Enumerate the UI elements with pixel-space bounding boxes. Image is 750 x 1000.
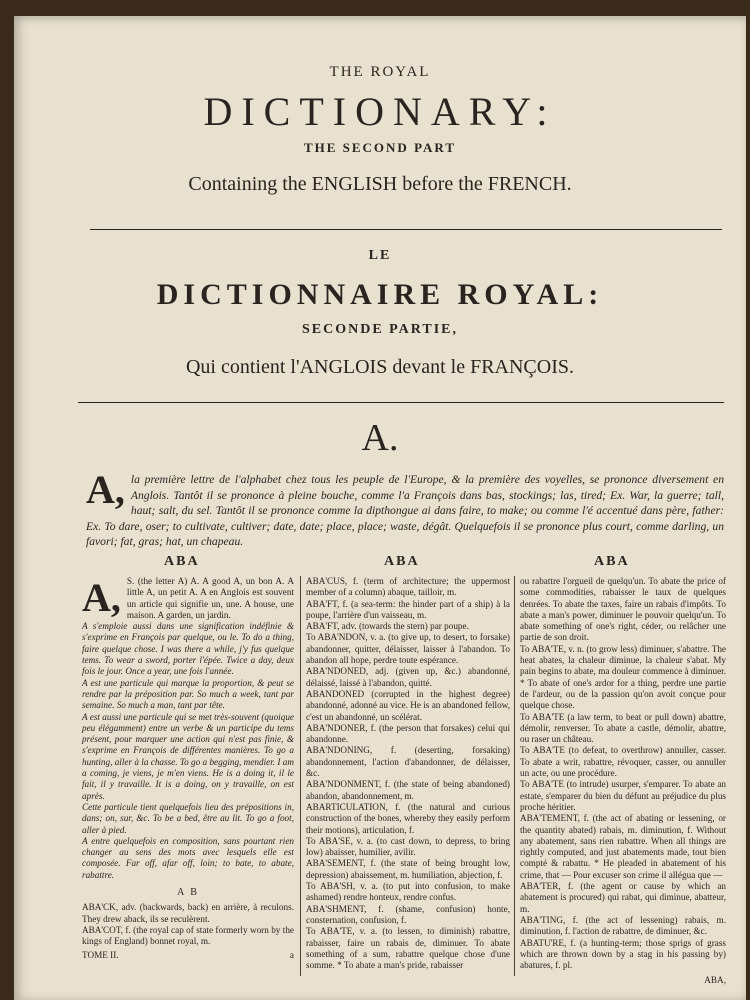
entry: To ABA'TE, v. a. (to lessen, to diminish) rabattre, rabaisser, faire un rabais de, diminuer. To abate something of a sum, rabattre quelque chose d'une somme. * To abate a man's pride, rabaisser xyxy=(306,926,510,971)
entry-paragraph: A est une particule qui marque la proportion, & peut se rendre par la préposition par. So much a week, tant par semaine. So much a man, tant par tête. xyxy=(82,677,294,711)
entry: To ABA'TE (to defeat, to overthrow) annuller, casser. To abate a writ, rabattre, révoquer, casser, ou annuller un acte, ou une procédure. xyxy=(520,745,726,779)
tome-footer: TOME II. xyxy=(82,949,119,960)
column-divider-2 xyxy=(514,576,515,976)
entry: ABATU'RE, f. (a hunting-term; those sprigs of grass which are thrown down by a stag in his passing by) abatures, f. pl. xyxy=(520,937,726,971)
intro-text: la première lettre de l'alphabet chez tous les peuple de l'Europe, & la première des voyelles, se prononce diversement en Anglois. Tantôt il se prononce à pleine bouche, comme l'a François dans bas, stockings; las, tired; Ex. War, la guerre; tall, haut; salt, du sel. Tantôt il se prononce comme la dipthongue ai dans faire, to make; ou comme l'é accentué dans père, father: Ex. To dare, oser; to cultivate, cultiver; date, date; place, place; waste, dégât. Quelquefois il se prononce plus court, comme darling, un favori; fat, gras; hat, un chapeau. xyxy=(86,473,724,549)
entry: To ABA'SE, v. a. (to cast down, to depress, to bring low) abaisser, humilier, avilir. xyxy=(306,835,510,858)
entry: ou rabattre l'orgueil de quelqu'un. To abate the price of some commodities, rabaisser le taux de quelques denrées. To abate the taxes, faire un rabais d'impôts. To abate a man's power, diminuer le pouvoir quelqu'un. To abate something of one's right, céder, ou relâcher une partie de son droit. xyxy=(520,576,726,643)
entry: ABA'SEMENT, f. (the state of being brought low, depression) abaissement, m. humiliation, abjection, f. xyxy=(306,858,510,880)
entry: To ABA'NDON, v. a. (to give up, to desert, to forsake) abandonner, quitter, délaisser, laisser à l'abandon. To abandon all hope, perdre toute espérance. xyxy=(306,632,510,666)
entry: ABA'NDONMENT, f. (the state of being abandoned) abandon, abandonnement, m. xyxy=(306,779,510,801)
dictionary-page xyxy=(14,16,746,1000)
column-3 xyxy=(520,576,726,987)
french-title-part: SECONDE PARTIE, xyxy=(301,322,459,337)
entry: ABA'TER, f. (the agent or cause by which an abatement is procured) qui rabat, qui diminue, abatteur, m. xyxy=(520,881,726,914)
title-part: THE SECOND PART xyxy=(303,140,457,155)
entry: ABA'NDONING, f. (deserting, forsaking) abandonnement, l'action d'abandonner, de délaisser, &c. xyxy=(306,745,510,779)
entry: ABANDONED (corrupted in the highest degree) abandonné, adonné au vice. He is an abandoned fellow, c'est un abandonné, un scélérat. xyxy=(306,688,510,722)
entry: ABA'SHMENT, f. (shame, confusion) honte, consternation, confusion, f. xyxy=(306,903,510,925)
french-title-rule xyxy=(78,402,724,403)
intro-paragraph xyxy=(86,467,724,550)
column-2 xyxy=(306,576,510,971)
title-main: DICTIONARY: xyxy=(203,89,557,134)
entry: ABARTICULATION, f. (the natural and curious construction of the bones, whereby they easily perform their motions), articulation, f. xyxy=(306,801,510,835)
entry: ABA'TING, f. (the act of lessening) rabais, m. diminution, f. l'action de rabattre, de diminuer, &c. xyxy=(520,914,726,937)
entry-paragraph: S. (the letter A) A. A good A, un bon A. A little A, un petit A. A en Anglois est souvent un article qui signifie un, une. A house, une maison. A garden, un jardin. xyxy=(126,576,294,620)
entry: ABA'FT, adv. (towards the stern) par poupe. xyxy=(306,621,469,632)
entry: To ABA'SH, v. a. (to put into confusion, to make ashamed) rendre honteux, rendre confus. xyxy=(306,881,510,903)
title-rule xyxy=(90,229,722,230)
signature-mark: a xyxy=(289,949,294,960)
entry: To ABA'TE (to intrude) usurper, s'emparer. To abate an estate, s'emparer du bien du défunt au préjudice du plus proche héritier. xyxy=(520,779,726,812)
intro-big-letter: A, xyxy=(86,467,125,512)
column-1-subhead: A B xyxy=(177,887,199,899)
entry: ABA'NDONER, f. (the person that forsakes) celui qui abandonne. xyxy=(306,722,510,745)
french-title-main: DICTIONNAIRE ROYAL: xyxy=(156,278,604,311)
entry: To ABA'TE, v. n. (to grow less) diminuer, s'abattre. The heat abates, la chaleur diminue, la chaleur s'abat. My pain begins to abate, ma douleur commence à diminuer. * To abate of one's ardor for a thing, perdre une partie de l'ardeur, ou de la passion qu'on avoit conçue pour quelque chose. xyxy=(520,643,726,711)
column-1 xyxy=(82,576,294,961)
entry: ABA'TEMENT, f. (the act of abating or lessening, or the quantity abated) rabais, m. diminution, f. Without any abatement, sans rien rabattre. When all things are rightly computed, and just abatements made, tout bien compté & rabattu. * He pleaded in abatement of his crime, that — Pour excuser son crime il allégua que — xyxy=(520,813,726,880)
entry: To ABA'TE (a law term, to beat or pull down) abattre, démolir, renverser. To abate a castle, démolir, abattre, ou raser un château. xyxy=(520,711,726,745)
entry: ABA'COT, f. (the royal cap of state formerly worn by the kings of England) bonnet royal, m. xyxy=(82,924,294,947)
column-1-big-letter: A, xyxy=(82,575,121,620)
entry: ABA'FT, f. (a sea-term: the hinder part of a ship) à la poupe, l'arrière d'un vaisseau, m. xyxy=(306,598,510,620)
column-1-head: ABA xyxy=(164,554,200,569)
entry-paragraph: Cette particule tient quelquefois lieu des prépositions in, dans; on, sur, &c. To be a bed, être au lit. To go a foot, aller à pied. xyxy=(82,801,294,835)
section-letter: A. xyxy=(361,417,399,459)
title-subtitle: Containing the ENGLISH before the FRENCH. xyxy=(188,173,572,195)
column-2-head: ABA xyxy=(384,554,420,569)
column-3-head: ABA xyxy=(594,554,630,569)
catchword: ABA, xyxy=(704,975,726,986)
entry-paragraph: A est aussi une particule qui se met très-souvent (quoique peu élégamment) entre un verbe & un participe du tems présent, pour marquer une action qui n'est pas finie, & s'exprime en François de différentes manières. To go a hunting, aller à la chasse. To go a begging, mendier. I am a coming, je viens, je m'en viens. He is a doing it, il le fait, il y travaille. It is a doing, on y travaille, on est après. xyxy=(82,711,294,801)
entry: ABA'CK, adv. (backwards, back) en arrière, à reculons. They drew aback, ils se reculèrent. xyxy=(82,902,294,924)
column-divider-1 xyxy=(300,576,301,976)
entry-paragraph: A entre quelquefois en composition, sans pourtant rien changer au sens des mots avec lesquels elle est composée. Far off, afar off, loin; to bate, to abate, rabattre. xyxy=(82,835,294,880)
entry: ABA'CUS, f. (term of architecture; the uppermost member of a column) abaque, tailloir, m. xyxy=(306,576,510,598)
title-royal: THE ROYAL xyxy=(329,64,431,80)
french-title-le: LE xyxy=(368,248,392,263)
french-title-subtitle: Qui contient l'ANGLOIS devant le FRANÇOIS. xyxy=(185,356,575,378)
entry: ABA'NDONED, adj. (given up, &c.) abandonné, délaissé, laissé à l'abandon, quitté. xyxy=(306,666,510,688)
entry-paragraph: A s'emploie aussi dans une signification indéfinie & s'exprime en François par quelque, ou le. To do a thing, faire quelque chose. I was there a while, j'y fus quelque tems. To wear a sword, porter l'épée. Twice a day, deux fois le jour. Once a year, une fois l'année. xyxy=(82,621,294,677)
